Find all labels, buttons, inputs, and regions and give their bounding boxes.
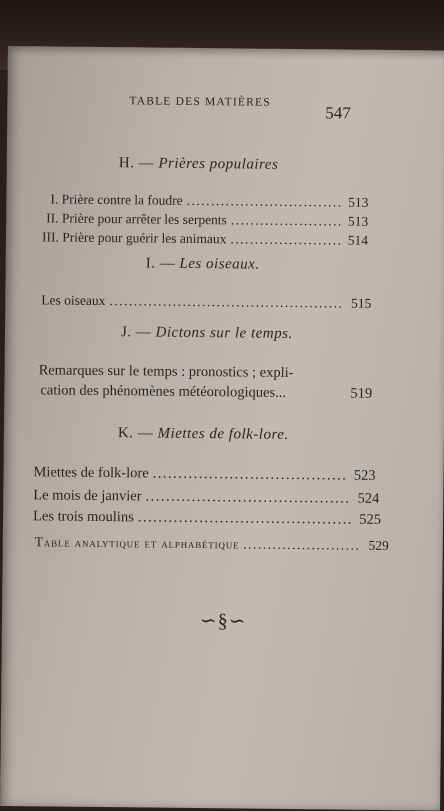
entry-label: I. Prière contre la foudre [50,191,183,208]
entry-page: 513 [347,213,369,229]
section-title: Les oiseaux. [179,255,260,273]
page-number: 547 [325,103,351,123]
section-letter: K. — [117,425,154,442]
entry-label: Miettes de folk-lore [33,464,149,482]
toc-entry [41,292,371,311]
section-title: Miettes de folk-lore. [157,425,289,443]
entry-page: 513 [348,194,369,210]
section-heading-i [146,255,260,273]
toc-entry [33,508,381,529]
entry-page: 519 [350,385,373,402]
toc-paragraph-line: Remarques sur le temps : pronostics ; expli- [38,362,294,382]
running-header: TABLE DES MATIÈRES [129,95,271,109]
entry-page: 515 [350,295,372,311]
entry-page: 529 [368,537,389,554]
toc-entry [42,229,368,248]
entry-page: 524 [357,490,380,507]
section-letter: H. — [118,155,155,172]
section-heading-j [121,324,293,343]
entry-page: 523 [353,467,376,484]
leader-dots [109,293,343,311]
toc-entry [33,464,375,485]
leader-dots [243,536,361,553]
leader-dots [231,212,340,229]
toc-entry-index [35,534,389,554]
entry-page: 514 [347,232,369,248]
toc-entry [50,191,368,210]
entry-label: Table analytique et alphabétique [34,534,240,552]
entry-label: III. Prière pour guérir les animaux [41,229,227,247]
leader-dots [230,231,340,248]
leader-dots [153,466,348,485]
leader-dots [187,193,341,211]
leader-dots [146,488,352,507]
ornament-icon: ∽§∽ [199,610,247,633]
section-title: Prières populaires [158,155,279,173]
leader-dots [138,509,353,528]
section-heading-k [118,425,289,444]
toc-entry [33,487,379,508]
section-heading-h [119,155,279,174]
entry-label: Le mois de janvier [33,487,142,505]
entry-label: Les trois moulins [32,508,134,526]
entry-label: Les oiseaux [41,292,106,309]
entry-label: II. Prière pour arrêter les serpents [46,210,227,228]
entry-page: 525 [359,511,382,528]
book-page [0,46,444,811]
section-letter: I. — [145,255,176,272]
section-letter: J. — [120,324,152,341]
section-title: Dictons sur le temps. [155,324,293,342]
toc-entry [46,210,368,229]
toc-paragraph-line: cation des phénomènes météorologiques... [40,382,287,401]
